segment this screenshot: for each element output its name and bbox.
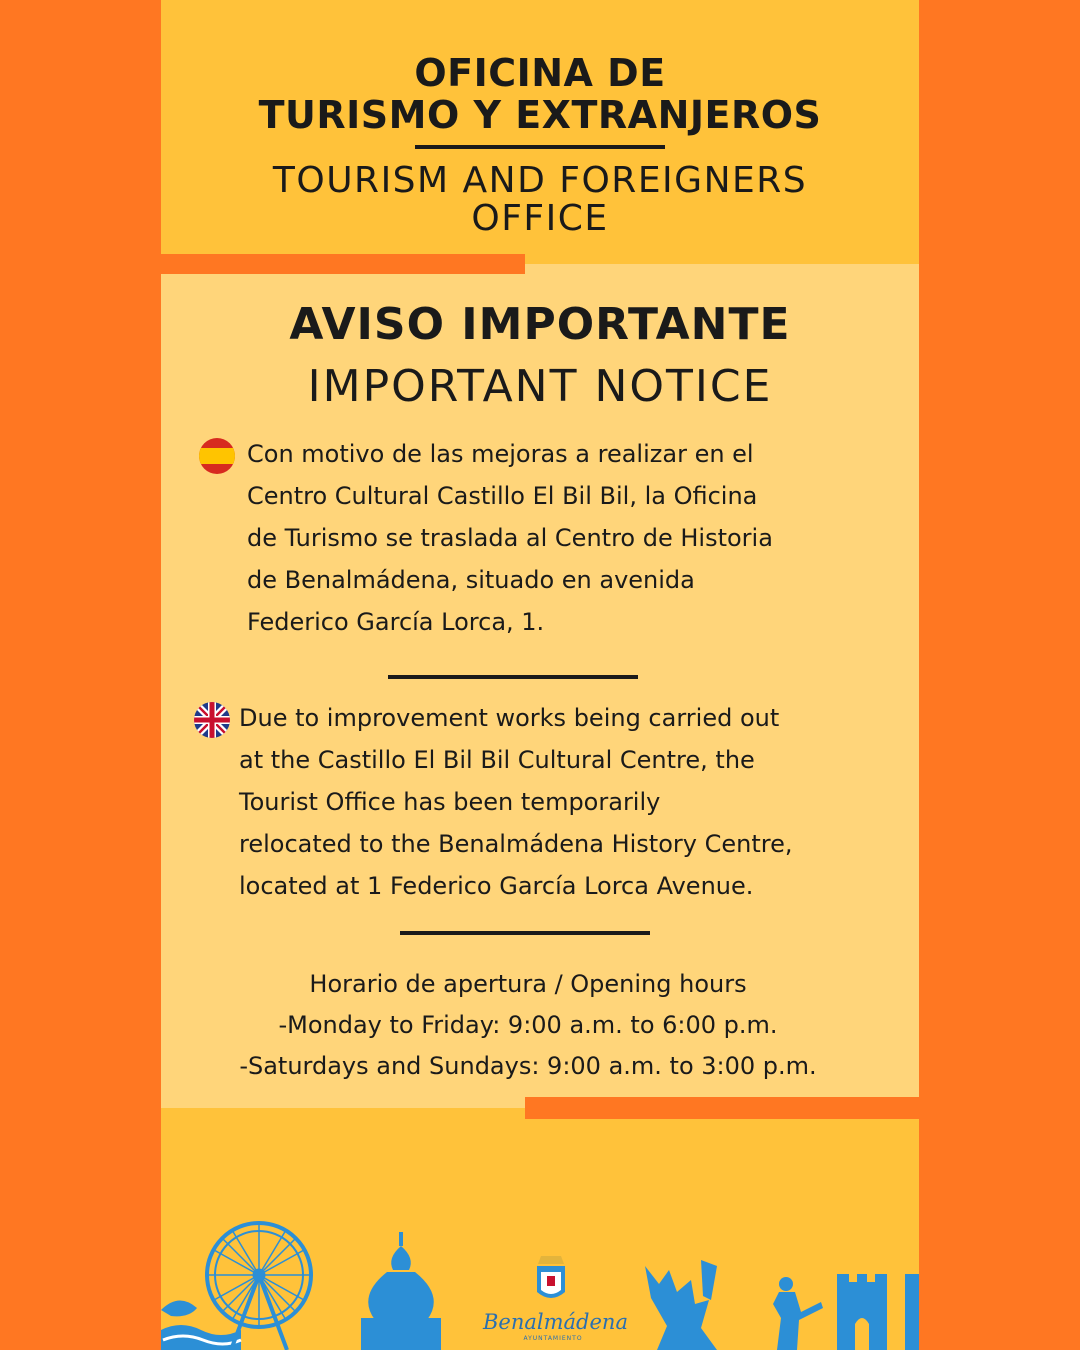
statue-icon — [773, 1277, 823, 1350]
poster-panel — [161, 0, 919, 1350]
accent-bar-bottom — [525, 1097, 919, 1119]
notice-title-es: AVISO IMPORTANTE — [289, 299, 791, 350]
office-title-es-line2: TURISMO Y EXTRANJEROS — [258, 93, 822, 137]
ferris-wheel-icon — [207, 1223, 311, 1350]
opening-hours-heading: Horario de apertura / Opening hours — [309, 970, 747, 998]
office-title-en-line2: OFFICE — [471, 198, 609, 239]
office-title-en-line1: TOURISM AND FOREIGNERS — [272, 160, 808, 201]
header — [161, 0, 919, 262]
notice-paragraph-en: Due to improvement works being carried out at the Castillo El Bil Bil Cultural Centre, the Tourist Office has been temporarily relocated to the Benalmádena History Centre, located at 1 Federico García Lorca Avenue. — [239, 704, 793, 900]
notice-box — [161, 264, 919, 1108]
castle-icon — [837, 1274, 919, 1350]
temple-icon — [361, 1232, 441, 1350]
office-title-es — [161, 52, 919, 136]
spain-flag-icon — [199, 438, 235, 474]
office-title-es-line1: OFICINA DE — [414, 51, 666, 95]
uk-flag-icon — [194, 702, 230, 738]
opening-hours-weekends: -Saturdays and Sundays: 9:00 a.m. to 3:00 p.m. — [239, 1052, 817, 1080]
coat-of-arms-icon — [537, 1256, 565, 1298]
office-title-en — [161, 162, 919, 238]
section-divider — [400, 931, 650, 935]
sculpture-icon — [645, 1260, 717, 1350]
section-divider — [388, 675, 638, 679]
opening-hours — [161, 964, 895, 1087]
benalmadena-logo-subtitle: AYUNTAMIENTO — [523, 1335, 583, 1342]
accent-bar-top — [161, 254, 525, 274]
notice-paragraph-es: Con motivo de las mejoras a realizar en el Centro Cultural Castillo El Bil Bil, la Oficina de Turismo se traslada al Centro de Historia de Benalmádena, situado en avenida Federico García Lorca, 1. — [247, 440, 773, 636]
opening-hours-weekdays: -Monday to Friday: 9:00 a.m. to 6:00 p.m. — [278, 1011, 778, 1039]
title-divider — [415, 145, 665, 149]
benalmadena-logo-text: Benalmádena — [483, 1310, 628, 1334]
notice-title-en: IMPORTANT NOTICE — [307, 361, 773, 412]
